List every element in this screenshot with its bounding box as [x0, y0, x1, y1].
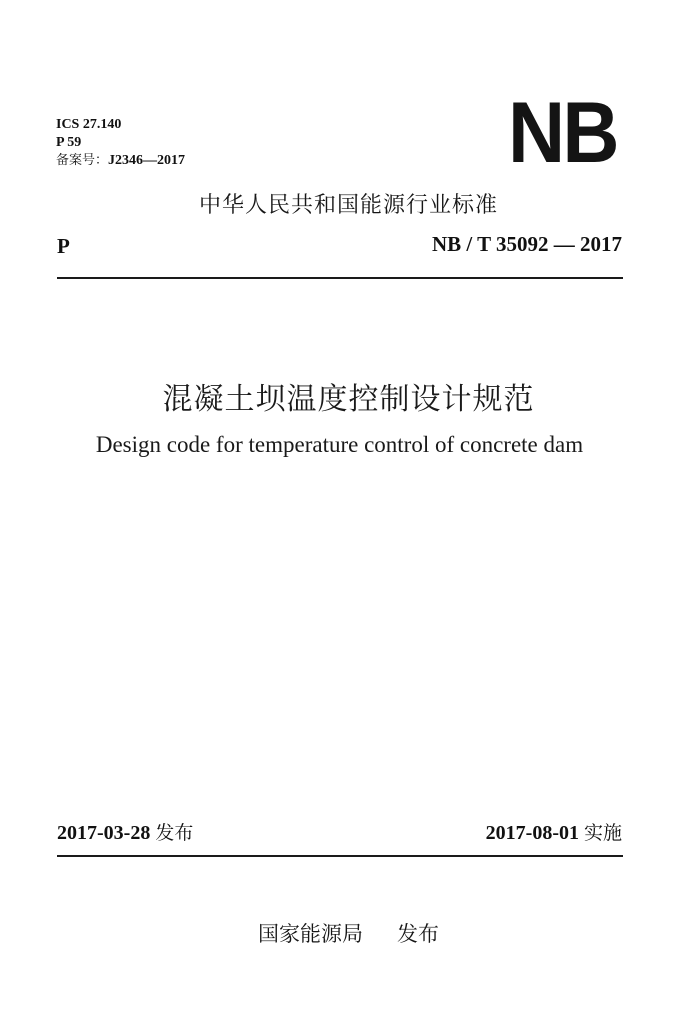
ics-code: ICS 27.140: [56, 117, 122, 132]
issue-date-line: [57, 818, 193, 845]
nb-logo: NB: [508, 85, 617, 181]
issue-date: 2017-03-28: [57, 822, 151, 844]
standard-left-code: P: [57, 234, 70, 258]
publisher-line: [0, 918, 697, 948]
implement-date-line: [486, 818, 622, 845]
implement-label: 实施: [583, 822, 622, 844]
bottom-divider: [57, 855, 623, 857]
class-code: P 59: [56, 135, 82, 150]
title-english: Design code for temperature control of concrete dam: [95, 432, 584, 457]
record-number: J2346—2017: [108, 153, 186, 168]
issue-label: 发布: [155, 822, 194, 844]
implement-date: 2017-08-01: [485, 822, 579, 844]
top-divider: [57, 277, 623, 279]
meta-block: [56, 116, 185, 170]
standard-code: NB / T 35092 — 2017: [431, 232, 622, 256]
publisher-name: 国家能源局: [258, 922, 363, 946]
title-chinese: 混凝土坝温度控制设计规范: [162, 382, 535, 417]
publisher-label: 发布: [397, 922, 439, 946]
record-line: [56, 152, 185, 170]
standard-category: 中华人民共和国能源行业标准: [198, 193, 498, 218]
record-label: 备案号：: [56, 153, 109, 168]
